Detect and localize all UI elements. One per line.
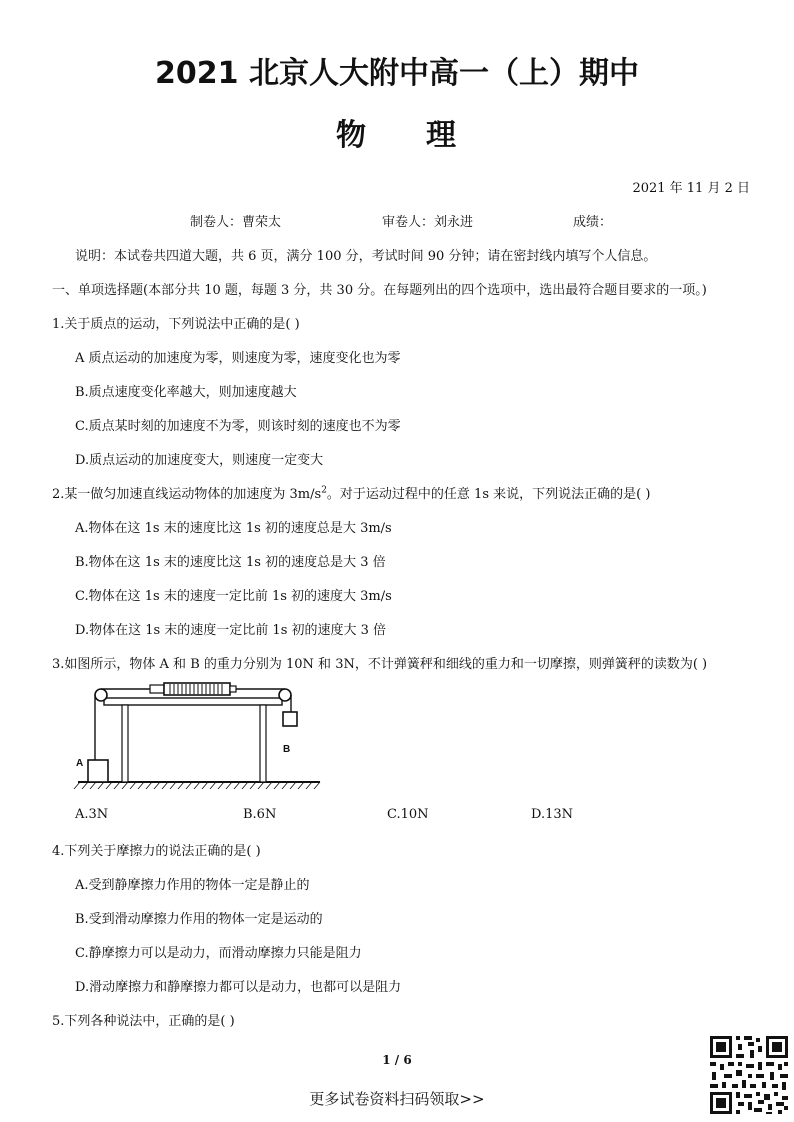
instructions: 说明：本试卷共四道大题，共 6 页，满分 100 分，考试时间 90 分钟；请在密封线内填写个人信息。 [75, 249, 657, 264]
question-3-option-c: C.10N [387, 807, 429, 822]
question-2-stem [52, 483, 650, 502]
table-top [104, 698, 282, 705]
block-a [88, 760, 108, 782]
block-b-label: B [283, 744, 291, 755]
question-1-option-b: B.质点速度变化率越大，则加速度越大 [75, 385, 297, 400]
question-4-option-a: A.受到静摩擦力作用的物体一定是静止的 [75, 878, 310, 893]
page-title: 2021 北京人大附中高一（上）期中 [155, 56, 639, 91]
question-2-stem-post: 。对于运动过程中的任意 1s 来说，下列说法正确的是( ) [326, 487, 651, 502]
table-leg-left [122, 705, 128, 782]
question-1-option-c: C.质点某时刻的加速度不为零，则该时刻的速度也不为零 [75, 419, 401, 434]
ground-hatch [74, 782, 320, 789]
block-a-label: A [76, 758, 84, 769]
question-3-option-d: D.13N [531, 807, 574, 822]
qr-code-icon[interactable] [708, 1034, 790, 1116]
subject-char-1: 物 [336, 118, 368, 153]
question-3-stem: 3.如图所示，物体 A 和 B 的重力分别为 10N 和 3N，不计弹簧秤和细线的重力和一切摩擦，则弹簧秤的读数为( ) [52, 657, 708, 672]
question-3-option-b: B.6N [243, 807, 277, 822]
table-leg-right [260, 705, 266, 782]
question-4-option-b: B.受到滑动摩擦力作用的物体一定是运动的 [75, 912, 323, 927]
footer-promo-link[interactable]: 更多试卷资料扫码领取>> [309, 1090, 485, 1108]
question-2-option-d: D.物体在这 1s 末的速度一定比前 1s 初的速度大 3 倍 [75, 623, 387, 638]
page-number: 1 / 6 [382, 1053, 412, 1067]
question-2-stem-pre: 2.某一做匀加速直线运动物体的加速度为 3m/s [52, 487, 322, 502]
exam-date: 2021 年 11 月 2 日 [632, 181, 750, 196]
pulley-right [279, 689, 291, 701]
question-4-option-c: C.静摩擦力可以是动力，而滑动摩擦力只能是阻力 [75, 946, 362, 961]
question-2-option-c: C.物体在这 1s 末的速度一定比前 1s 初的速度大 3m/s [75, 589, 392, 604]
question-4-stem: 4.下列关于摩擦力的说法正确的是( ) [52, 844, 261, 859]
question-1-option-d: D.质点运动的加速度变大，则速度一定变大 [75, 453, 324, 468]
block-b [283, 712, 297, 726]
question-2-option-a: A.物体在这 1s 末的速度比这 1s 初的速度总是大 3m/s [75, 521, 392, 536]
subject-title [0, 110, 794, 154]
question-2-stem-sup: 2 [321, 485, 327, 496]
question-3-option-a: A.3N [75, 807, 109, 822]
spring-scale-figure [70, 682, 330, 792]
question-4-option-d: D.滑动摩擦力和静摩擦力都可以是动力，也都可以是阻力 [75, 980, 402, 995]
maker-label: 制卷人：曹荣太 [190, 215, 282, 230]
question-5-stem: 5.下列各种说法中，正确的是( ) [52, 1014, 235, 1029]
question-1-option-a: A 质点运动的加速度为零，则速度为零，速度变化也为零 [75, 351, 401, 366]
question-2-option-b: B.物体在这 1s 末的速度比这 1s 初的速度总是大 3 倍 [75, 555, 386, 570]
spring-scale [150, 683, 236, 695]
reviewer-label: 审卷人：刘永进 [382, 215, 474, 230]
question-1-stem: 1.关于质点的运动，下列说法中正确的是( ) [52, 317, 300, 332]
section-heading: 一、单项选择题(本部分共 10 题，每题 3 分，共 30 分。在每题列出的四个选项中，选出最符合题目要求的一项。) [52, 283, 707, 298]
score-label: 成绩： [573, 215, 613, 230]
pulley-left [95, 689, 107, 701]
subject-char-2: 理 [426, 118, 458, 153]
